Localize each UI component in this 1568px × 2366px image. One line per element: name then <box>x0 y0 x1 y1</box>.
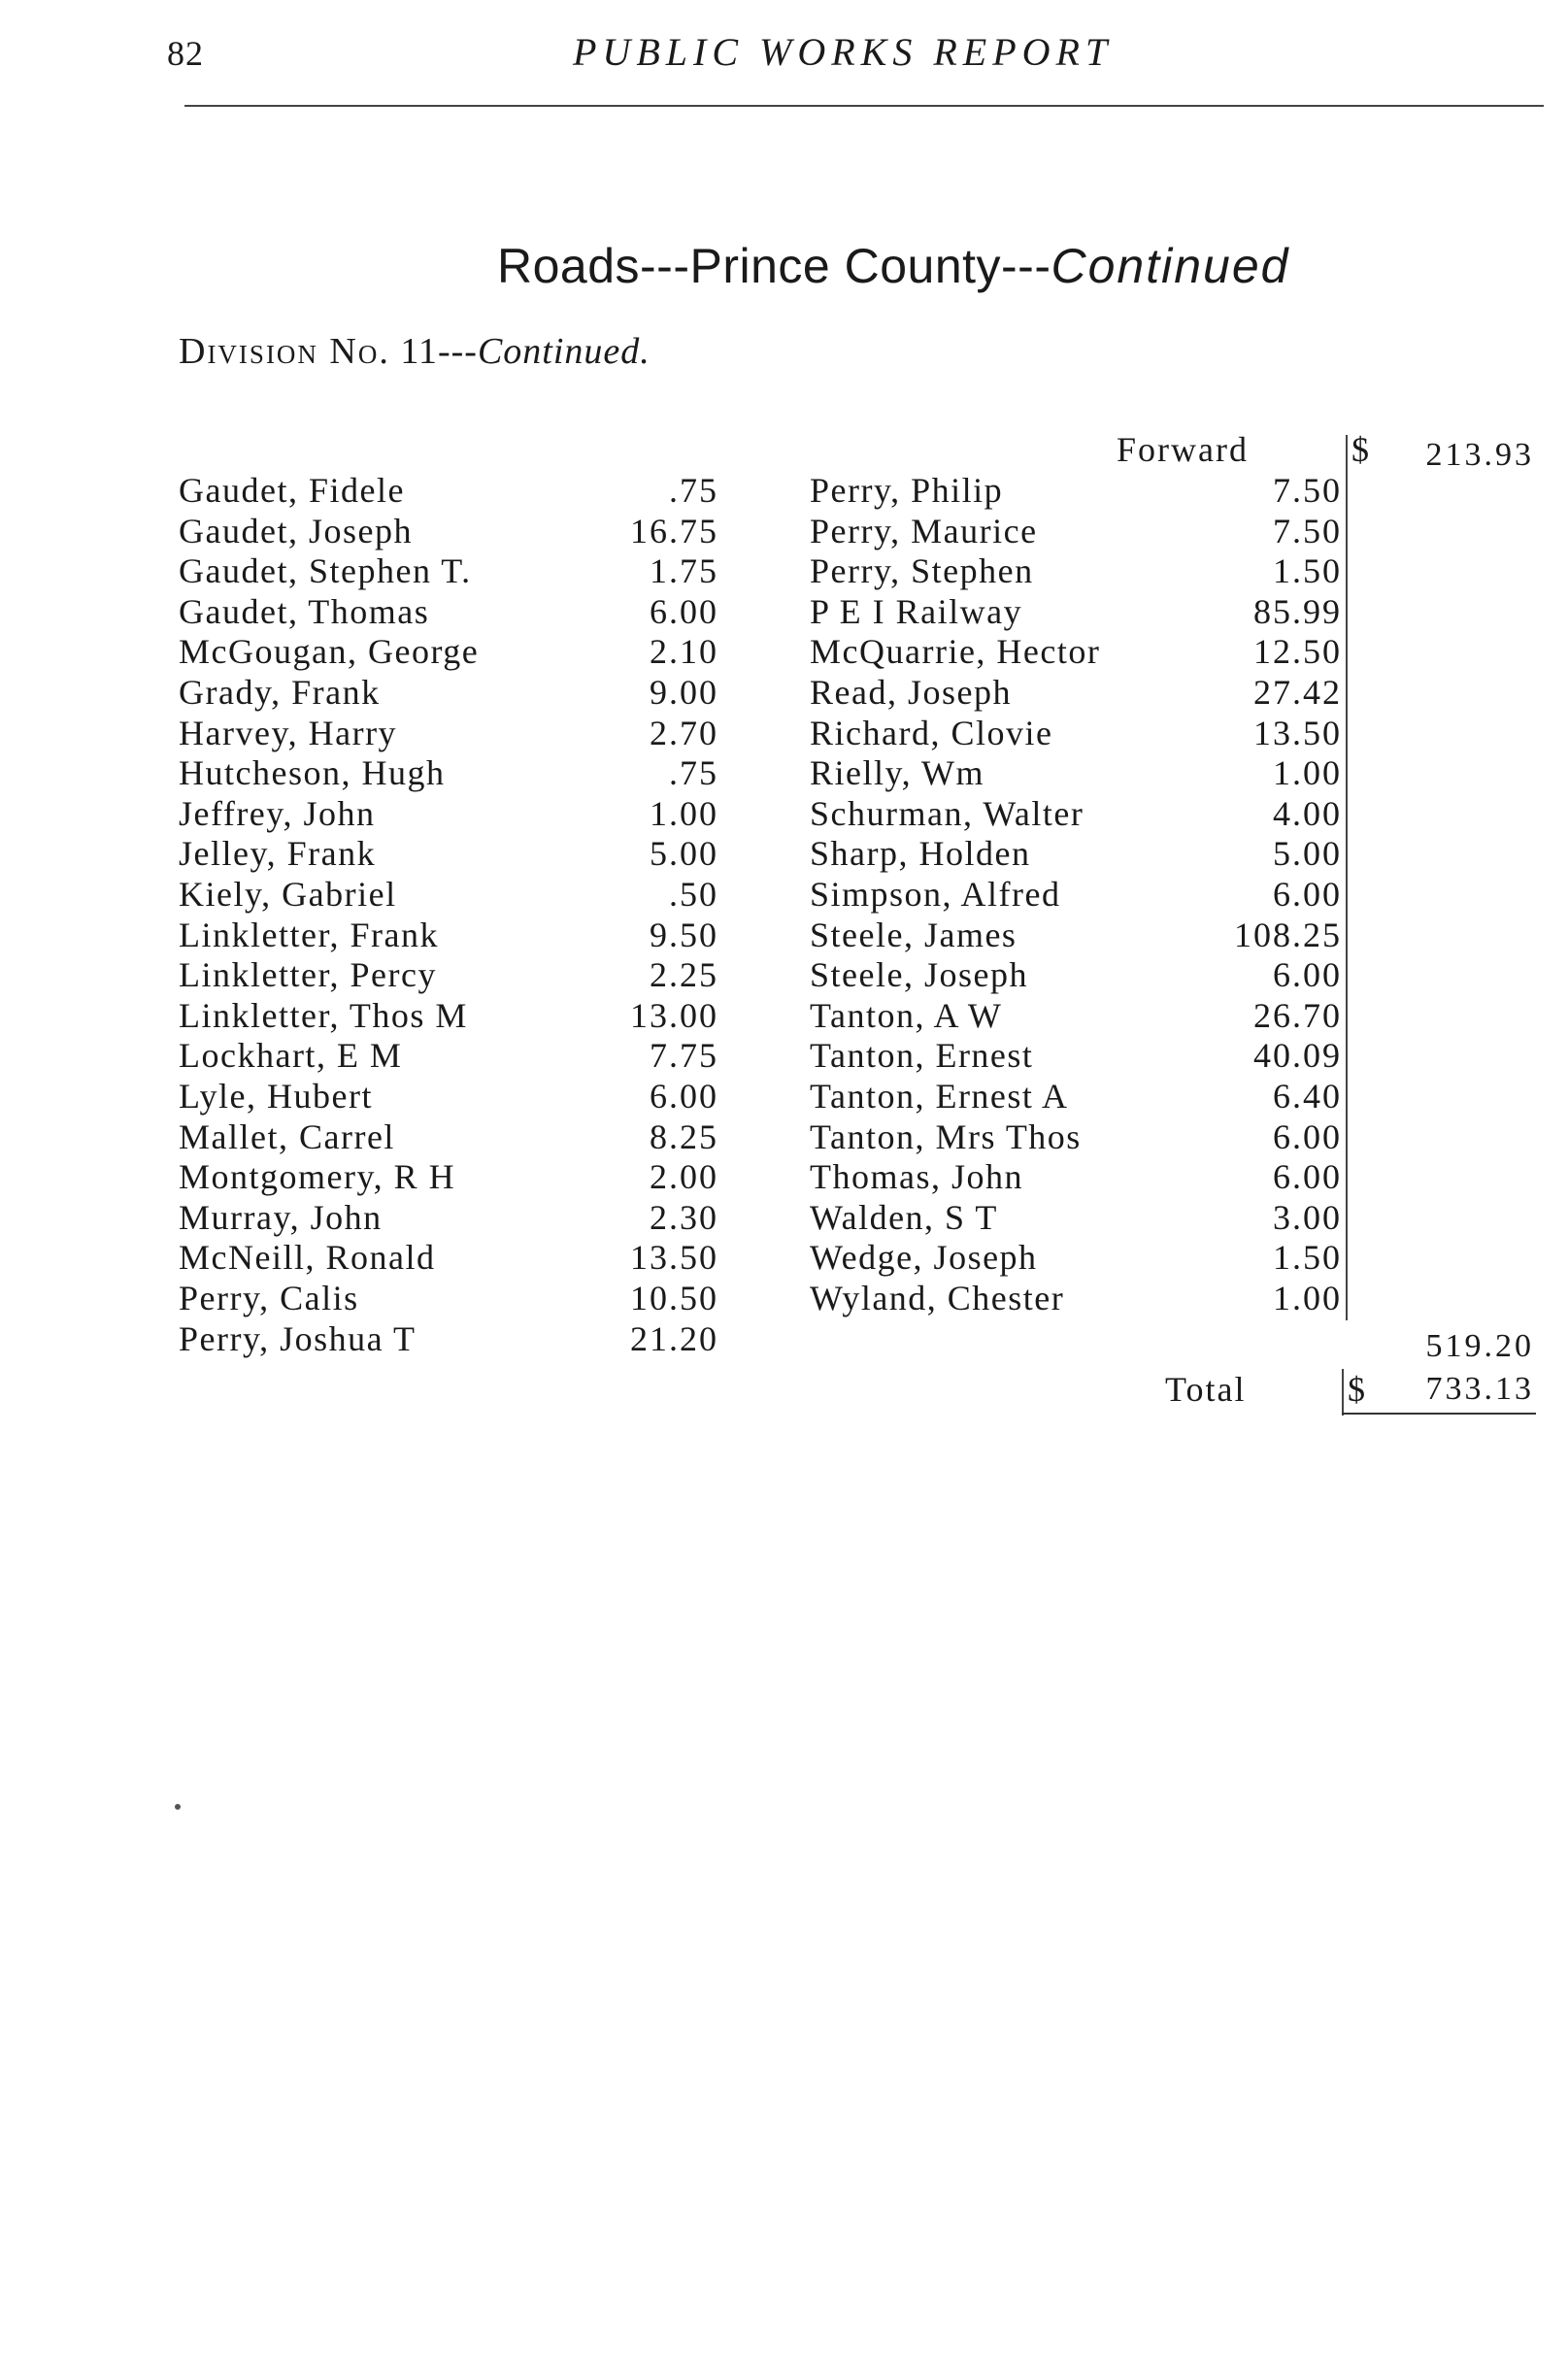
entry-amount: 6.00 <box>1273 875 1342 914</box>
entry-name: Read, Joseph <box>810 673 1012 712</box>
entry-name: Perry, Philip <box>810 471 1004 510</box>
page-number: 82 <box>167 34 204 73</box>
entry-amount: 5.00 <box>1273 834 1342 874</box>
entry-amount: 40.09 <box>1253 1036 1342 1076</box>
entry-name: Gaudet, Stephen T. <box>179 551 472 591</box>
entry-amount: 1.50 <box>1273 1238 1342 1278</box>
entry-name: Tanton, Ernest A <box>810 1077 1069 1116</box>
entry-amount: 7.75 <box>650 1036 718 1076</box>
entry-name: Tanton, Mrs Thos <box>810 1116 1082 1156</box>
header-rule <box>184 105 1544 107</box>
entry-amount: 1.75 <box>650 551 718 591</box>
entry-name: Linkletter, Percy <box>179 955 437 995</box>
entry-name: McNeill, Ronald <box>179 1238 436 1278</box>
entry-name: Wyland, Chester <box>810 1279 1065 1317</box>
division-continued: Continued. <box>477 331 651 372</box>
section-title-continued: Continued <box>1051 239 1290 293</box>
entry-amount: 6.00 <box>650 1077 718 1116</box>
entry-name: Mallet, Carrel <box>179 1116 395 1156</box>
entry-amount: 108.25 <box>1234 915 1342 954</box>
total-currency: $ <box>1348 1370 1365 1409</box>
entry-name: Harvey, Harry <box>179 713 398 752</box>
entry-amount: 1.00 <box>650 793 718 833</box>
ink-speck <box>175 1804 181 1810</box>
entry-amount: 6.00 <box>1273 955 1342 995</box>
entry-name: Simpson, Alfred <box>810 875 1061 914</box>
forward-label: Forward <box>1117 430 1249 469</box>
entry-name: Jeffrey, John <box>179 793 376 833</box>
entry-name: Montgomery, R H <box>179 1157 456 1197</box>
entry-name: Schurman, Walter <box>810 793 1084 833</box>
entry-name: Gaudet, Joseph <box>179 511 413 550</box>
entry-amount: 8.25 <box>650 1116 718 1156</box>
entry-name: Steele, Joseph <box>810 955 1028 995</box>
entry-name: Lockhart, E M <box>179 1036 403 1076</box>
running-head: PUBLIC WORKS REPORT <box>573 30 1114 74</box>
section-title-main: Roads---Prince County--- <box>497 239 1051 293</box>
entry-amount: 12.50 <box>1253 632 1342 672</box>
entry-amount: 27.42 <box>1253 673 1342 712</box>
entry-name: Steele, James <box>810 915 1018 954</box>
entry-amount: 2.30 <box>650 1197 718 1237</box>
entry-amount: 1.00 <box>1273 753 1342 793</box>
entry-amount: 7.50 <box>1273 471 1342 510</box>
entry-amount: 85.99 <box>1253 591 1342 631</box>
entry-amount: 4.00 <box>1273 793 1342 833</box>
entry-amount: 10.50 <box>630 1279 718 1317</box>
entry-amount: 6.00 <box>650 591 718 631</box>
total-amount: 733.13 <box>1425 1371 1534 1407</box>
entry-name: Walden, S T <box>810 1197 998 1237</box>
entry-amount: 5.00 <box>650 834 718 874</box>
entry-amount: 2.25 <box>650 955 718 995</box>
entry-amount: 9.50 <box>650 915 718 954</box>
column-rule <box>1346 435 1348 1320</box>
entry-amount: .50 <box>669 875 718 914</box>
entry-name: Perry, Maurice <box>810 511 1038 550</box>
entry-amount: 13.50 <box>630 1238 718 1278</box>
entry-name: Grady, Frank <box>179 673 381 712</box>
entry-amount: 6.00 <box>1273 1157 1342 1197</box>
division-prefix: Division No. <box>179 331 390 372</box>
entry-amount: 1.00 <box>1273 1279 1342 1317</box>
entry-name: Wedge, Joseph <box>810 1238 1038 1278</box>
entry-amount: 2.00 <box>650 1157 718 1197</box>
section-title <box>497 238 1289 294</box>
entry-amount: 1.50 <box>1273 551 1342 591</box>
subtotal-amount: 519.20 <box>1425 1328 1534 1364</box>
entry-amount: 6.40 <box>1273 1077 1342 1116</box>
total-label: Total <box>1165 1370 1247 1409</box>
entry-amount: 26.70 <box>1253 995 1342 1035</box>
entry-name: Perry, Joshua T <box>179 1318 417 1358</box>
entry-name: Gaudet, Thomas <box>179 591 430 631</box>
entry-name: Perry, Calis <box>179 1279 359 1317</box>
entry-name: McGougan, George <box>179 632 480 672</box>
entry-name: Hutcheson, Hugh <box>179 753 446 793</box>
entry-name: Thomas, John <box>810 1157 1023 1197</box>
entry-name: McQuarrie, Hector <box>810 632 1101 672</box>
entry-amount: .75 <box>669 753 718 793</box>
entry-name: Linkletter, Frank <box>179 915 439 954</box>
entry-name: Tanton, A W <box>810 995 1003 1035</box>
entry-name: Tanton, Ernest <box>810 1036 1034 1076</box>
entry-name: Rielly, Wm <box>810 753 984 793</box>
entry-amount: 21.20 <box>630 1318 718 1358</box>
entry-amount: 7.50 <box>1273 511 1342 550</box>
entry-name: Kiely, Gabriel <box>179 875 397 914</box>
entry-name: P E I Railway <box>810 591 1023 631</box>
total-rule-vertical <box>1342 1369 1344 1416</box>
entry-name: Gaudet, Fidele <box>179 471 405 510</box>
division-heading <box>179 330 651 373</box>
total-underline <box>1342 1413 1536 1415</box>
entry-amount: 2.70 <box>650 713 718 752</box>
entry-name: Jelley, Frank <box>179 834 377 874</box>
division-number: 11--- <box>400 331 478 372</box>
entry-amount: 6.00 <box>1273 1116 1342 1156</box>
entry-name: Perry, Stephen <box>810 551 1034 591</box>
entry-amount: 2.10 <box>650 632 718 672</box>
entry-amount: 13.50 <box>1253 713 1342 752</box>
entry-name: Lyle, Hubert <box>179 1077 373 1116</box>
entry-amount: 9.00 <box>650 673 718 712</box>
entry-name: Richard, Clovie <box>810 713 1053 752</box>
entry-amount: 3.00 <box>1273 1197 1342 1237</box>
forward-amount: 213.93 <box>1425 437 1534 473</box>
entry-name: Linkletter, Thos M <box>179 995 468 1035</box>
entry-amount: 13.00 <box>630 995 718 1035</box>
forward-currency: $ <box>1351 430 1369 469</box>
entry-name: Sharp, Holden <box>810 834 1031 874</box>
entry-amount: .75 <box>669 471 718 510</box>
entry-name: Murray, John <box>179 1197 383 1237</box>
entry-amount: 16.75 <box>630 511 718 550</box>
